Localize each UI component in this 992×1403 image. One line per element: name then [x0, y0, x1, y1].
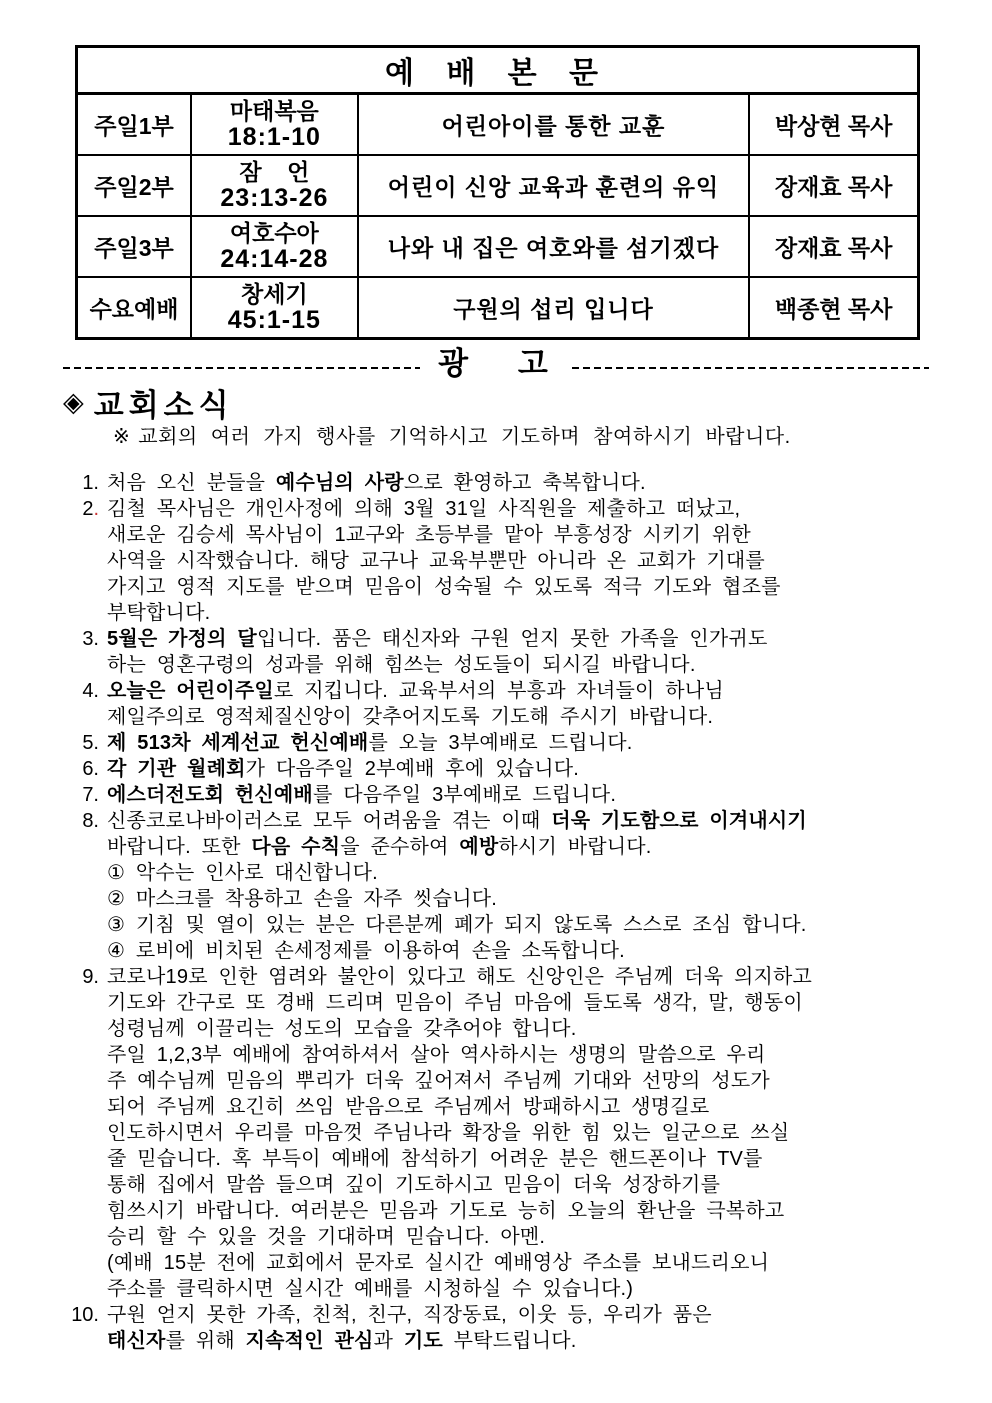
announcement-line: [107, 834, 963, 860]
announcement-line: [107, 1328, 963, 1354]
worship-scripture-table: [75, 45, 920, 340]
sermon-title-cell: 어린이 신앙 교육과 훈련의 유익: [358, 155, 750, 216]
reference-mark-icon: ※: [113, 426, 131, 448]
plain-text: 통해 집에서 말씀 들으며 깊이 기도하시고 믿음이 더욱 성장하기를: [107, 1174, 721, 1196]
announcement-item: [63, 470, 963, 496]
announcement-line: [107, 912, 963, 938]
announcement-line: [107, 990, 963, 1016]
scripture-row: [77, 216, 919, 277]
announcement-content: [107, 1302, 963, 1354]
church-news-note: [113, 420, 791, 449]
scripture-verses: 45:1-15: [227, 306, 321, 334]
scripture-cell: [191, 94, 358, 156]
diamond-icon: ◈: [63, 387, 84, 417]
sermon-title-cell: 나와 내 집은 여호와를 섬기겠다: [358, 216, 750, 277]
announcement-content: [107, 470, 963, 496]
plain-text: 기도와 간구로 또 경배 드리며 믿음이 주님 마음에 들도록 생각, 말, 행동이: [107, 992, 803, 1014]
announcement-line: [107, 548, 963, 574]
church-news-title: 교회소식: [93, 388, 234, 423]
announcement-line: [107, 522, 963, 548]
announcement-line: [107, 938, 963, 964]
item-number: 3.: [82, 628, 99, 650]
item-number: 5.: [82, 732, 99, 754]
announcement-item: [63, 496, 963, 626]
preacher-cell: 장재효 목사: [749, 216, 918, 277]
scripture-row: [77, 277, 919, 339]
plain-text: 줄 믿습니다. 혹 부득이 예배에 참석하기 어려운 분은 핸드폰이나 TV를: [107, 1148, 763, 1170]
announcement-item: [63, 730, 963, 756]
announcement-line: [107, 574, 963, 600]
dash-line-left: [63, 367, 420, 369]
plain-text: 바랍니다. 또한: [107, 836, 252, 858]
plain-text: 부탁드립니다.: [442, 1330, 577, 1352]
plain-text: ③ 기침 및 열이 있는 분은 다른분께 폐가 되지 않도록 스스로 조심 합니다.: [107, 914, 807, 936]
announcement-content: [107, 756, 963, 782]
plain-text: 으로 환영하고 축복합니다.: [403, 472, 646, 494]
church-news-note-text: 교회의 여러 가지 행사를 기억하시고 기도하며 참여하시기 바랍니다.: [138, 426, 791, 448]
plain-text: 과: [373, 1330, 404, 1352]
plain-text: 를 오늘 3부예배로 드립니다.: [368, 732, 633, 754]
announcement-list: [63, 470, 963, 1354]
announcement-line: [107, 600, 963, 626]
item-number: 1.: [82, 472, 99, 494]
announcement-line: [107, 1146, 963, 1172]
announcements-divider: [63, 338, 929, 383]
announcement-line: [107, 704, 963, 730]
plain-text: ② 마스크를 착용하고 손을 자주 씻습니다.: [107, 888, 497, 910]
church-news-heading: [63, 380, 234, 425]
table-title: 예 배 본 문: [77, 47, 919, 94]
announcement-item: [63, 1302, 963, 1354]
announcement-line: [107, 470, 963, 496]
preacher-cell: 박상현 목사: [749, 94, 918, 156]
announcement-content: [107, 782, 963, 808]
announcement-line: [107, 964, 963, 990]
item-number-digit: 2: [82, 498, 94, 520]
announcement-line: [107, 496, 963, 522]
plain-text: 부탁합니다.: [107, 602, 211, 624]
bold-text: 각 기관 월례회: [107, 758, 246, 780]
bold-text: 오늘은 어린이주일: [107, 680, 274, 702]
announcement-line: [107, 1042, 963, 1068]
plain-text: (예배 15분 전에 교회에서 문자로 실시간 예배영상 주소를 보내드리오니: [107, 1252, 770, 1274]
plain-text: ④ 로비에 비치된 손세정제를 이용하여 손을 소독합니다.: [107, 940, 625, 962]
plain-text: 를 위해: [165, 1330, 246, 1352]
plain-text: 처음 오신 분들을: [107, 472, 276, 494]
announcement-line: [107, 782, 963, 808]
plain-text: 새로운 김승세 목사님이 1교구와 초등부를 맡아 부흥성장 시키기 위한: [107, 524, 751, 546]
item-number: 8.: [82, 810, 99, 832]
scripture-book: 창세기: [241, 281, 308, 307]
announcement-content: [107, 730, 963, 756]
preacher-cell: 백종현 목사: [749, 277, 918, 339]
bold-text: 다음 수칙: [251, 836, 341, 858]
scripture-book: 마태복음: [229, 98, 319, 124]
plain-text: 김철 목사님은 개인사정에 의해 3월 31일 사직원을 제출하고 떠났고,: [107, 498, 741, 520]
announcement-content: [107, 964, 963, 1302]
announcement-item: [63, 782, 963, 808]
announcement-item: [63, 964, 963, 1302]
scripture-table-body: [77, 94, 919, 339]
announcement-content: [107, 808, 963, 964]
bold-text: 예방: [459, 836, 499, 858]
scripture-verses: 18:1-10: [227, 123, 321, 151]
announcement-line: [107, 1250, 963, 1276]
announcement-line: [107, 860, 963, 886]
sermon-title-cell: 어린아이를 통한 교훈: [358, 94, 750, 156]
announcement-item: [63, 808, 963, 964]
announcement-line: [107, 1198, 963, 1224]
announcement-line: [107, 1224, 963, 1250]
plain-text: 주소를 클릭하시면 실시간 예배를 시청하실 수 있습니다.): [107, 1278, 634, 1300]
plain-text: 제일주의로 영적체질신앙이 갖추어지도록 기도해 주시기 바랍니다.: [107, 706, 714, 728]
plain-text: 힘쓰시기 바랍니다. 여러분은 믿음과 기도로 능히 오늘의 환난을 극복하고: [107, 1200, 785, 1222]
announcement-content: [107, 496, 963, 626]
service-cell: 주일3부: [77, 216, 192, 277]
announcement-line: [107, 756, 963, 782]
announcement-item: [63, 678, 963, 730]
plain-text: 가 다음주일 2부예배 후에 있습니다.: [245, 758, 580, 780]
scripture-row: [77, 155, 919, 216]
bold-text: 지속적인 관심: [245, 1330, 374, 1352]
plain-text: 주 예수님께 믿음의 뿌리가 더욱 깊어져서 주님께 기대와 선망의 성도가: [107, 1070, 770, 1092]
scripture-cell: [191, 216, 358, 277]
dash-line-right: [572, 367, 929, 369]
announcements-title: 광 고: [438, 346, 554, 381]
plain-text: 승리 할 수 있을 것을 기대하며 믿습니다. 아멘.: [107, 1226, 546, 1248]
plain-text: 로 지킵니다. 교육부서의 부흥과 자녀들이 하나님: [273, 680, 724, 702]
scripture-verses: 23:13-26: [220, 184, 329, 212]
service-cell: 수요예배: [77, 277, 192, 339]
plain-text: 되어 주님께 요긴히 쓰임 받음으로 주님께서 방패하시고 생명길로: [107, 1096, 710, 1118]
bold-text: 기도: [403, 1330, 443, 1352]
plain-text: 신종코로나바이러스로 모두 어려움을 겪는 이때: [107, 810, 552, 832]
plain-text: 입니다. 품은 태신자와 구원 얻지 못한 가족을 인가귀도: [256, 628, 768, 650]
announcement-line: [107, 808, 963, 834]
scripture-cell: [191, 155, 358, 216]
announcement-line: [107, 678, 963, 704]
sermon-title-cell: 구원의 섭리 입니다: [358, 277, 750, 339]
announcement-item: [63, 626, 963, 678]
plain-text: 를 다음주일 3부예배로 드립니다.: [312, 784, 617, 806]
announcement-line: [107, 1276, 963, 1302]
plain-text: 을 준수하여: [340, 836, 460, 858]
announcement-content: [107, 626, 963, 678]
plain-text: ① 악수는 인사로 대신합니다.: [107, 862, 378, 884]
scripture-cell: [191, 277, 358, 339]
plain-text: 가지고 영적 지도를 받으며 믿음이 성숙될 수 있도록 적극 기도와 협조를: [107, 576, 781, 598]
plain-text: 성령님께 이끌리는 성도의 모습을 갖추어야 합니다.: [107, 1018, 577, 1040]
announcement-line: [107, 1302, 963, 1328]
bold-text: 태신자: [107, 1330, 166, 1352]
plain-text: 코로나19로 인한 염려와 불안이 있다고 해도 신앙인은 주님께 더욱 의지하고: [107, 966, 813, 988]
plain-text: 하는 영혼구령의 성과를 위해 힘쓰는 성도들이 되시길 바랍니다.: [107, 654, 696, 676]
announcement-line: [107, 1120, 963, 1146]
item-number: 10.: [71, 1304, 99, 1326]
announcement-line: [107, 730, 963, 756]
bold-text: 제 513차 세계선교 헌신예배: [107, 732, 369, 754]
bold-text: 예수님의 사랑: [275, 472, 404, 494]
announcement-line: [107, 652, 963, 678]
item-number: 9.: [82, 966, 99, 988]
announcement-line: [107, 1094, 963, 1120]
announcement-line: [107, 626, 963, 652]
scripture-row: [77, 94, 919, 156]
bold-text: 5월은 가정의 달: [107, 628, 257, 650]
announcement-line: [107, 1016, 963, 1042]
plain-text: 인도하시면서 우리를 마음껏 주님나라 확장을 위한 힘 있는 일군으로 쓰실: [107, 1122, 790, 1144]
item-number: 6.: [82, 758, 99, 780]
service-cell: 주일1부: [77, 94, 192, 156]
announcement-line: [107, 1068, 963, 1094]
item-number-period: .: [93, 498, 99, 520]
item-number: [63, 496, 107, 626]
item-number: 7.: [82, 784, 99, 806]
service-cell: 주일2부: [77, 155, 192, 216]
bold-text: 에스더전도회 헌신예배: [107, 784, 313, 806]
item-number: 4.: [82, 680, 99, 702]
announcement-line: [107, 886, 963, 912]
announcement-item: [63, 756, 963, 782]
announcement-line: [107, 1172, 963, 1198]
plain-text: 하시기 바랍니다.: [498, 836, 652, 858]
scripture-book: 잠 언: [239, 159, 310, 185]
bold-text: 더욱 기도함으로 이겨내시기: [551, 810, 807, 832]
scripture-verses: 24:14-28: [220, 245, 329, 273]
plain-text: 구원 얻지 못한 가족, 친척, 친구, 직장동료, 이웃 등, 우리가 품은: [107, 1304, 712, 1326]
announcement-content: [107, 678, 963, 730]
scripture-book: 여호수아: [229, 220, 319, 246]
preacher-cell: 장재효 목사: [749, 155, 918, 216]
plain-text: 주일 1,2,3부 예배에 참여하셔서 살아 역사하시는 생명의 말씀으로 우리: [107, 1044, 766, 1066]
plain-text: 사역을 시작했습니다. 해당 교구나 교육부뿐만 아니라 온 교회가 기대를: [107, 550, 765, 572]
